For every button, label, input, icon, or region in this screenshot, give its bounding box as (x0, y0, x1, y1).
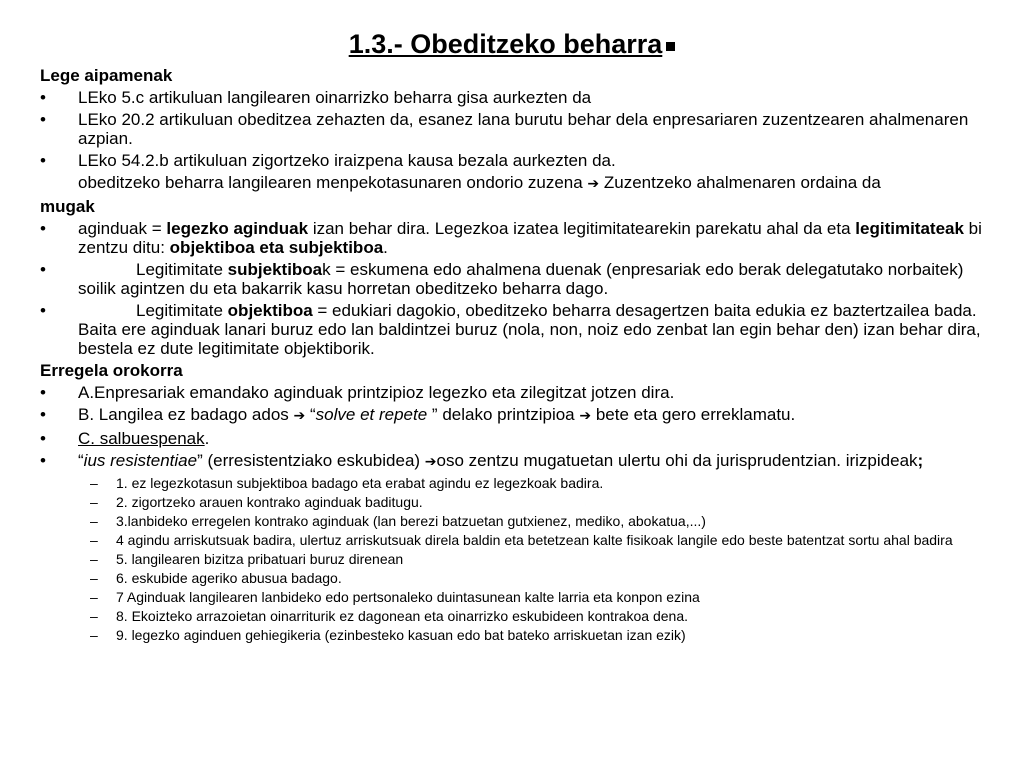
dash-marker: – (90, 570, 98, 586)
bullet-text: LEko 54.2.b artikuluan zigortzeko iraizpena kausa bezala aurkezten da. (78, 151, 616, 170)
dash-marker: – (90, 627, 98, 643)
criteria-text: 3.lanbideko erregelen kontrako aginduak (lan berezi batzuetan gutxienez, mediko, abokatua,...) (116, 513, 706, 529)
dash-marker: – (90, 494, 98, 510)
bullet-text: LEko 5.c artikuluan langilearen oinarrizko beharra gisa aurkezten da (78, 88, 592, 107)
text-run: izan behar dira. Legezkoa izatea legitimitatearekin parekatu ahal da eta (308, 219, 856, 238)
salbuespenak-link[interactable]: C. salbuespenak (78, 429, 205, 448)
criteria-text: 8. Ekoizteko arrazoietan oinarriturik ez dagonean eta oinarrizko eskubideen kontrakoa dena. (116, 608, 689, 624)
bullet-text (78, 260, 1000, 298)
bullet-text: A.Enpresariak emandako aginduak printzipioz legezko eta zilegitzat jotzen dira. (78, 383, 675, 402)
bullet-marker: • (40, 219, 46, 238)
text-run: . (383, 238, 388, 257)
bullet-marker: • (40, 260, 46, 279)
criteria-item (40, 589, 1000, 605)
bullet-item (40, 383, 1000, 402)
criteria-text: 1. ez legezkotasun subjektiboa badago eta erabat agindu ez legezkoak badira. (116, 475, 604, 491)
dash-marker: – (90, 513, 98, 529)
bullet-marker: • (40, 301, 46, 320)
arrow-right-icon: ➔ (424, 454, 437, 470)
dash-marker: – (90, 589, 98, 605)
arrow-right-icon: ➔ (579, 408, 592, 424)
bullet-marker: • (40, 405, 46, 424)
text-run: aginduak = (78, 219, 167, 238)
bullet-text: LEko 20.2 artikuluan obeditzea zehazten da, esanez lana burutu behar dela enpresariaren zuzentzearen ahalmenaren azpian. (78, 110, 969, 148)
quote-open: “ (310, 405, 316, 424)
text-run: (erresistentziako eskubidea) (202, 451, 425, 470)
text-run: . (204, 429, 210, 448)
quote-open: “ (78, 451, 84, 470)
text-run: oso zentzu mugatuetan ulertu ohi da jurisprudentzian. irizpideak (436, 451, 918, 470)
criteria-text: 5. langilearen bizitza pribatuari buruz direnean (116, 551, 404, 567)
bullet-item (40, 110, 1000, 148)
criteria-item (40, 608, 1000, 624)
criteria-text: 9. legezko aginduen gehiegikeria (ezinbesteko kasuan edo bat bateko arriskuetan izan ezik) (116, 627, 686, 643)
bullet-text (78, 451, 1000, 472)
arrow-right-icon: ➔ (293, 408, 306, 424)
criteria-text: 6. eskubide ageriko abusua badago. (116, 570, 342, 586)
continuation-text-b: Zuzentzeko ahalmenaren ordaina da (603, 173, 881, 192)
quote-close: ” (197, 451, 203, 470)
title-square-mark (666, 42, 675, 51)
criteria-item (40, 475, 1000, 491)
bullet-marker: • (40, 429, 46, 448)
bullet-text (78, 301, 1000, 358)
bold-run: legezko aginduak (166, 219, 309, 238)
bullet-item (40, 88, 1000, 107)
bullet-item (40, 301, 1000, 358)
continuation-paragraph (78, 173, 1000, 194)
text-run: delako printzipioa (442, 405, 575, 424)
bullet-item (40, 260, 1000, 298)
criteria-item (40, 627, 1000, 643)
criteria-item (40, 513, 1000, 529)
italic-run: solve et repete (315, 405, 428, 424)
bullet-item (40, 405, 1000, 426)
dash-marker: – (90, 532, 98, 548)
criteria-item (40, 494, 1000, 510)
text-run: bi zentzu ditu: (78, 219, 982, 257)
bullet-item (40, 219, 1000, 257)
criteria-item (40, 551, 1000, 567)
section-heading-mugak: mugak (40, 197, 95, 216)
quote-close: ” (431, 405, 438, 424)
text-run: k = eskumena edo ahalmena duenak (enpresariak edo berak delegatutako norbaitek) soilik agintzen du eta bakarrik kasu horretan obeditzeko beharra dago. (78, 260, 964, 298)
slide-body (40, 66, 1000, 646)
bullet-marker: • (40, 88, 46, 107)
bold-run: ; (917, 451, 924, 470)
bullet-marker: • (40, 451, 46, 470)
section-heading-lege-aipamenak: Lege aipamenak (40, 66, 173, 85)
bold-run: subjektiboa (227, 260, 323, 279)
bold-run: objektiboa eta subjektiboa (169, 238, 384, 257)
criteria-item (40, 570, 1000, 586)
bold-run: legitimitateak (855, 219, 964, 238)
bullet-marker: • (40, 383, 46, 402)
text-run: Legitimitate (136, 301, 228, 320)
italic-run: ius resistentiae (83, 451, 198, 470)
bullet-marker: • (40, 151, 46, 170)
criteria-text: 2. zigortzeko arauen kontrako aginduak baditugu. (116, 494, 423, 510)
dash-marker: – (90, 608, 98, 624)
bullet-text (78, 219, 1000, 257)
text-run: = edukiari dagokio, obeditzeko beharra desagertzen baita edukia ez baztertzailea bada. Baita ere aginduak lanari buruz edo lan baldintzei buruz (nola, non, noiz edo zenbat lan egin behar den) izan behar dira, bestela ez dute legitimitate objektiborik. (78, 301, 981, 358)
dash-marker: – (90, 475, 98, 491)
text-run: Legitimitate (136, 260, 228, 279)
continuation-text-a: obeditzeko beharra langilearen menpekotasunaren ondorio zuzena (78, 173, 583, 192)
dash-marker: – (90, 551, 98, 567)
criteria-text: 4 agindu arriskutsuak badira, ulertuz arriskutsuak direla baldin eta betetzean kalte fisikoak langile edo beste batentzat sortu ahal badira (116, 532, 953, 548)
bullet-item (40, 451, 1000, 472)
bullet-item (40, 429, 1000, 448)
slide-title-text: 1.3.- Obeditzeko beharra (348, 29, 663, 59)
criteria-text: 7 Aginduak langilearen lanbideko edo pertsonaleko duintasunean kalte larria eta konpon ezina (116, 589, 700, 605)
bullet-item (40, 151, 1000, 170)
bullet-text (78, 405, 1000, 426)
section-heading-erregela-orokorra: Erregela orokorra (40, 361, 183, 380)
slide-title (0, 28, 1024, 60)
bold-run: objektiboa (227, 301, 313, 320)
bullet-text (78, 429, 1000, 448)
bullet-marker: • (40, 110, 46, 129)
criteria-item (40, 532, 1000, 548)
text-run: bete eta gero erreklamatu. (595, 405, 796, 424)
arrow-right-icon: ➔ (587, 176, 600, 192)
text-run: B. Langilea ez badago ados (78, 405, 289, 424)
